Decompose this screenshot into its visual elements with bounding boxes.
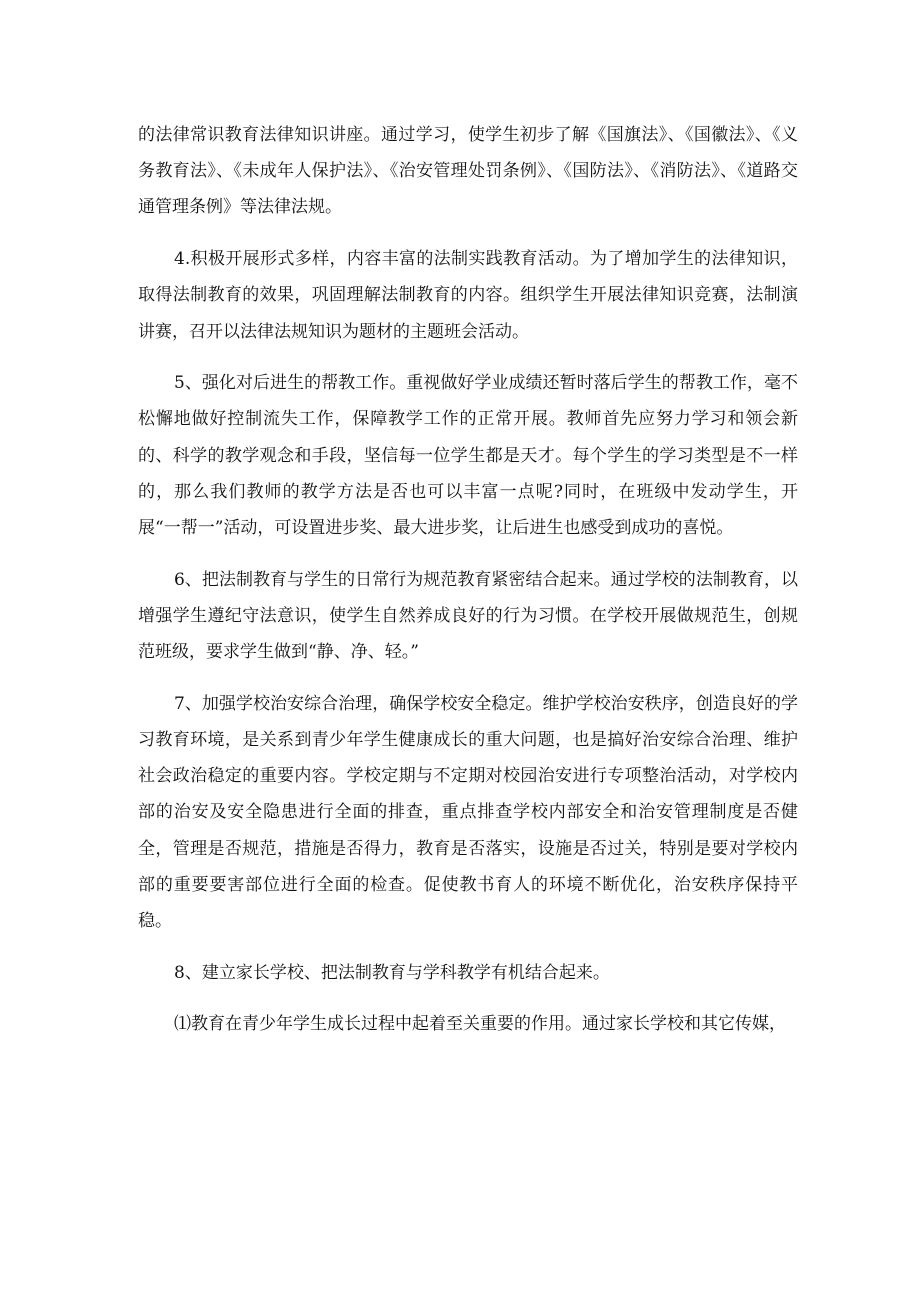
paragraph-8-1-education-role: ⑴教育在青少年学生成长过程中起着至关重要的作用。通过家长学校和其它传媒，	[174, 1014, 786, 1035]
paragraph-7-school-security: 7、加强学校治安综合治理，确保学校安全稳定。维护学校治安秩序，创造良好的学习教育环境，是关系到青少年学生健康成长的重大问题，也是搞好治安综合治理、维护社会政治稳定的重要内容。学校定期与不定期对校园治安进行专项整治活动，对学校内部的治安及安全隐患进行全面的排查，重点排查学校内部安全和治安管理制度是否健全，管理是否规范，措施是否得力，教育是否落实，设施是否过关，特别是要对学校内部的重要要害部位进行全面的检查。促使教书育人的环境不断优化，治安秩序保持平稳。	[138, 693, 798, 932]
paragraph-law-lectures: 的法律常识教育法律知识讲座。通过学习，使学生初步了解《国旗法》、《国徽法》、《义务教育法》、《未成年人保护法》、《治安管理处罚条例》、《国防法》、《消防法》、《道路交通管理条例》等法律法规。	[138, 125, 798, 218]
body-text	[138, 117, 798, 1058]
paragraph-4-practice-activities: 4.积极开展形式多样，内容丰富的法制实践教育活动。为了增加学生的法律知识，取得法制教育的效果，巩固理解法制教育的内容。组织学生开展法律知识竞赛，法制演讲赛，召开以法律法规知识为题材的主题班会活动。	[138, 249, 798, 342]
paragraph-8-parent-school: 8、建立家长学校、把法制教育与学科教学有机结合起来。	[174, 962, 610, 983]
paragraph-6-behavior-norms: 6、把法制教育与学生的日常行为规范教育紧密结合起来。通过学校的法制教育，以增强学生遵纪守法意识，使学生自然养成良好的行为习惯。在学校开展做规范生，创规范班级，要求学生做到“静、净、轻。”	[138, 569, 798, 663]
paragraph-5-struggling-students: 5、强化对后进生的帮教工作。重视做好学业成绩还暂时落后学生的帮教工作，毫不松懈地做好控制流失工作，保障教学工作的正常开展。教师首先应努力学习和领会新的、科学的教学观念和手段，坚信每一位学生都是天才。每个学生的学习类型是不一样的，那么我们教师的教学方法是否也可以丰富一点呢?同时，在班级中发动学生，开展“一帮一”活动，可设置进步奖、最大进步奖，让后进生也感受到成功的喜悦。	[138, 373, 798, 539]
